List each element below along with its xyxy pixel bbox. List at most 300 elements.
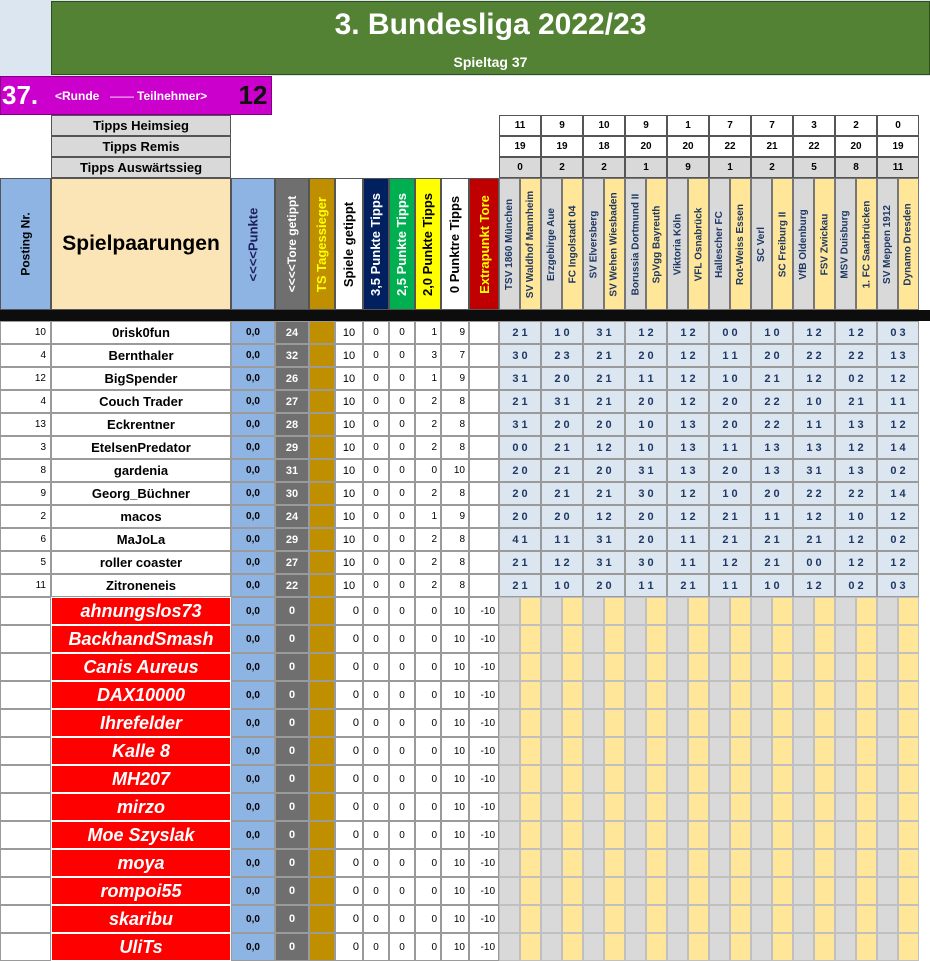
missing-player-p35: 0 [363,709,389,737]
missing-tip-away [772,625,793,653]
player-ts [309,321,335,344]
missing-tip-away [688,765,709,793]
missing-player-ts [309,625,335,653]
missing-player-ts [309,737,335,765]
missing-player-name: ahnungslos73 [51,597,231,625]
missing-player-extra: -10 [469,849,499,877]
missing-tip-away [814,765,835,793]
missing-player-ts [309,849,335,877]
player-punkte: 0,0 [231,459,275,482]
player-punkte: 0,0 [231,344,275,367]
player-tip: 2 0 [541,505,583,528]
missing-tip-away [772,821,793,849]
col-ts-tagessieger-text: TS Tagessieger [314,196,330,292]
player-tore: 26 [275,367,309,390]
missing-tip-home [835,793,856,821]
player-p25: 0 [389,321,415,344]
player-tip: 0 2 [877,528,919,551]
match-home-5 [709,178,730,310]
missing-tip-home [625,681,646,709]
missing-tip-home [877,737,898,765]
player-tip: 3 1 [499,367,541,390]
col-extrapunkt-tore [469,178,499,310]
player-tip: 1 2 [793,367,835,390]
missing-tip-away [898,653,919,681]
player-tip: 1 1 [709,574,751,597]
match-home-7-text: VfB Oldenburg [798,208,809,280]
col-spiele-getippt [335,178,363,310]
player-tip: 0 0 [709,321,751,344]
missing-tip-away [520,821,541,849]
missing-tip-away [604,709,625,737]
missing-player-name: DAX10000 [51,681,231,709]
player-tip: 1 2 [835,551,877,574]
missing-tip-home [751,849,772,877]
player-p25: 0 [389,413,415,436]
posting-nr: 9 [0,482,51,505]
player-tip: 1 0 [625,436,667,459]
missing-player-name: rompoi55 [51,877,231,905]
missing-tip-away [772,793,793,821]
match-home-6-text: SC Verl [756,226,767,262]
player-tore: 29 [275,528,309,551]
missing-tip-away [730,877,751,905]
missing-player-punkte: 0,0 [231,737,275,765]
player-tip: 4 1 [499,528,541,551]
missing-tip-away [772,877,793,905]
player-tip: 2 2 [751,413,793,436]
player-spiele: 10 [335,528,363,551]
player-spiele: 10 [335,413,363,436]
missing-tip-home [793,681,814,709]
match-away-8-text: 1. FC Saarbrücken [861,200,872,288]
missing-tip-away [604,681,625,709]
match-home-7 [793,178,814,310]
col-spiele-getippt-text: Spiele getippt [341,201,357,287]
missing-player-p20: 0 [415,849,441,877]
missing-tip-home [667,625,688,653]
missing-tip-home [541,709,562,737]
missing-tip-away [688,849,709,877]
missing-player-p0: 10 [441,905,469,933]
missing-player-name: BackhandSmash [51,625,231,653]
missing-tip-away [856,821,877,849]
match-away-5-text: Rot-Weiss Essen [735,203,747,285]
missing-tip-away [520,653,541,681]
missing-tip-away [688,821,709,849]
participants-label: Teilnehmer> [137,89,208,103]
player-tip: 1 2 [667,367,709,390]
missing-tip-home [541,625,562,653]
missing-player-p0: 10 [441,933,469,961]
match-away-8 [856,178,877,310]
match-away-9-text: Dynamo Dresden [903,202,914,286]
player-tip: 1 3 [751,436,793,459]
player-spiele: 10 [335,459,363,482]
player-tip: 1 2 [667,344,709,367]
missing-tip-away [772,849,793,877]
missing-player-p0: 10 [441,681,469,709]
missing-player-punkte: 0,0 [231,765,275,793]
missing-player-extra: -10 [469,709,499,737]
missing-tip-away [562,905,583,933]
missing-player-p0: 10 [441,653,469,681]
player-tip: 2 2 [793,482,835,505]
missing-tip-home [541,793,562,821]
missing-player-name: Canis Aureus [51,653,231,681]
player-extra [469,390,499,413]
player-tip: 1 0 [541,574,583,597]
missing-tip-away [856,625,877,653]
missing-tip-home [751,765,772,793]
player-tip: 2 0 [583,574,625,597]
col-0-punkte-text: 0 Punktre Tipps [447,195,463,293]
player-tip: 1 2 [667,505,709,528]
missing-tip-away [688,597,709,625]
tips-aus-0: 0 [499,157,541,178]
missing-tip-home [877,849,898,877]
player-p0: 10 [441,459,469,482]
missing-tip-away [604,737,625,765]
player-tip: 2 0 [625,390,667,413]
player-tore: 24 [275,321,309,344]
missing-tip-home [877,877,898,905]
missing-tip-away [898,849,919,877]
player-spiele: 10 [335,344,363,367]
missing-tip-away [562,877,583,905]
missing-player-p0: 10 [441,597,469,625]
missing-tip-away [856,737,877,765]
missing-tip-home [625,765,646,793]
posting-nr: 2 [0,505,51,528]
match-home-6 [751,178,772,310]
missing-player-p25: 0 [389,933,415,961]
missing-tip-away [856,653,877,681]
posting-nr: 8 [0,459,51,482]
player-tip: 2 0 [583,413,625,436]
tips-heim-0: 11 [499,115,541,136]
posting-nr: 11 [0,574,51,597]
player-tip: 2 0 [499,459,541,482]
missing-tip-away [688,709,709,737]
player-p20: 2 [415,390,441,413]
player-p25: 0 [389,574,415,597]
player-tip: 2 0 [583,459,625,482]
missing-tip-away [688,933,709,961]
missing-tip-home [709,793,730,821]
player-spiele: 10 [335,390,363,413]
missing-tip-away [604,877,625,905]
missing-tip-home [751,625,772,653]
player-p20: 1 [415,321,441,344]
tips-heim-8: 2 [835,115,877,136]
player-p20: 2 [415,482,441,505]
missing-player-punkte: 0,0 [231,681,275,709]
missing-player-p35: 0 [363,793,389,821]
match-away-7-text: FSV Zwickau [819,213,830,275]
missing-tip-home [709,625,730,653]
col-2-5-punkte-text: 2,5 Punkte Tipps [394,192,410,296]
missing-tip-home [793,597,814,625]
missing-tip-home [499,933,520,961]
missing-player-tore: 0 [275,877,309,905]
missing-player-p0: 10 [441,737,469,765]
missing-tip-away [814,681,835,709]
tips-remis-8: 20 [835,136,877,157]
missing-tip-away [646,849,667,877]
missing-player-p25: 0 [389,597,415,625]
missing-tip-home [499,849,520,877]
match-home-5-text: Hallescher FC [714,210,726,278]
player-extra [469,367,499,390]
missing-player-punkte: 0,0 [231,793,275,821]
player-p35: 0 [363,367,389,390]
missing-tip-home [667,709,688,737]
missing-player-p25: 0 [389,653,415,681]
player-p25: 0 [389,482,415,505]
player-name: roller coaster [51,551,231,574]
missing-tip-home [835,821,856,849]
match-home-1 [541,178,562,310]
missing-tip-home [793,625,814,653]
player-tip: 1 1 [709,436,751,459]
missing-tip-away [772,681,793,709]
player-tip: 2 0 [499,482,541,505]
match-home-3 [625,178,646,310]
player-tip: 2 3 [541,344,583,367]
player-p25: 0 [389,528,415,551]
col-spielpaarungen: Spielpaarungen [51,178,231,310]
player-tip: 2 1 [583,344,625,367]
tips-remis-4: 20 [667,136,709,157]
missing-tip-away [814,597,835,625]
missing-tip-away [646,653,667,681]
missing-player-p35: 0 [363,877,389,905]
missing-tip-away [814,821,835,849]
player-p20: 2 [415,413,441,436]
player-tore: 24 [275,505,309,528]
tips-heim-1: 9 [541,115,583,136]
missing-tip-away [646,905,667,933]
missing-tip-away [898,821,919,849]
missing-player-p35: 0 [363,597,389,625]
missing-player-tore: 0 [275,765,309,793]
missing-tip-away [730,933,751,961]
player-p25: 0 [389,459,415,482]
missing-tip-home [793,793,814,821]
col-2-0-punkte-text: 2,0 Punkte Tipps [420,192,436,296]
missing-tip-home [835,905,856,933]
player-spiele: 10 [335,551,363,574]
match-home-8 [835,178,856,310]
missing-tip-home [751,653,772,681]
missing-player-name: MH207 [51,765,231,793]
player-tip: 1 1 [877,390,919,413]
missing-tip-home [499,737,520,765]
missing-tip-home [793,849,814,877]
missing-tip-home [751,597,772,625]
player-tip: 2 0 [541,413,583,436]
missing-player-spiele: 0 [335,737,363,765]
col-3-5-punkte-text: 3,5 Punkte Tipps [368,192,384,296]
player-tip: 2 2 [751,390,793,413]
player-tip: 1 3 [667,413,709,436]
player-punkte: 0,0 [231,367,275,390]
player-tip: 1 0 [835,505,877,528]
missing-tip-away [604,597,625,625]
player-tore: 27 [275,390,309,413]
missing-tip-home [793,905,814,933]
missing-tip-home [667,793,688,821]
missing-tip-home [541,653,562,681]
posting-nr: 4 [0,390,51,413]
missing-tip-away [520,849,541,877]
player-extra [469,574,499,597]
player-extra [469,436,499,459]
player-p20: 2 [415,528,441,551]
player-punkte: 0,0 [231,528,275,551]
player-spiele: 10 [335,505,363,528]
tips-heim-5: 7 [709,115,751,136]
col-2-5-punkte [389,178,415,310]
missing-tip-home [541,597,562,625]
player-tip: 3 0 [625,551,667,574]
player-p0: 8 [441,413,469,436]
missing-tip-home [541,905,562,933]
player-tip: 1 2 [793,505,835,528]
missing-tip-away [814,933,835,961]
missing-tip-home [793,709,814,737]
player-p0: 9 [441,505,469,528]
missing-tip-away [730,793,751,821]
match-away-4-text: VFL Osnabrück [693,207,705,281]
missing-tip-away [646,681,667,709]
player-p35: 0 [363,574,389,597]
player-tip: 1 2 [667,482,709,505]
player-ts [309,367,335,390]
missing-tip-away [856,709,877,737]
missing-tip-away [688,877,709,905]
missing-player-p35: 0 [363,849,389,877]
missing-tip-away [520,625,541,653]
missing-tip-home [499,597,520,625]
player-punkte: 0,0 [231,551,275,574]
missing-tip-home [835,877,856,905]
missing-player-p0: 10 [441,625,469,653]
col-extrapunkt-tore-text: Extrapunkt Tore [476,194,492,294]
missing-tip-home [625,737,646,765]
player-spiele: 10 [335,574,363,597]
missing-tip-home [751,737,772,765]
player-tip: 1 2 [877,413,919,436]
posting-nr-empty [0,821,51,849]
missing-tip-home [541,765,562,793]
missing-tip-away [520,793,541,821]
posting-nr-empty [0,653,51,681]
missing-tip-home [751,793,772,821]
player-tip: 2 0 [709,413,751,436]
player-p0: 8 [441,390,469,413]
missing-tip-home [667,821,688,849]
player-tip: 2 1 [541,482,583,505]
player-p35: 0 [363,505,389,528]
tips-remis-5: 22 [709,136,751,157]
player-tip: 1 0 [793,390,835,413]
missing-player-punkte: 0,0 [231,849,275,877]
tips-remis-1: 19 [541,136,583,157]
missing-tip-away [856,681,877,709]
missing-player-tore: 0 [275,737,309,765]
match-away-1-text: FC Ingolstadt 04 [567,205,579,283]
player-p35: 0 [363,413,389,436]
player-tip: 2 1 [583,482,625,505]
player-p35: 0 [363,321,389,344]
missing-tip-home [583,597,604,625]
player-tip: 2 1 [751,367,793,390]
missing-tip-home [625,597,646,625]
missing-player-punkte: 0,0 [231,877,275,905]
tips-label-2: Tipps Auswärtssieg [51,157,231,178]
col-0-punkte [441,178,469,310]
missing-tip-away [772,905,793,933]
round-number: 37. [2,79,39,110]
player-ts [309,505,335,528]
missing-player-spiele: 0 [335,821,363,849]
missing-tip-away [562,821,583,849]
missing-player-p0: 10 [441,877,469,905]
player-extra [469,528,499,551]
missing-tip-away [562,625,583,653]
player-p0: 8 [441,528,469,551]
tips-heim-3: 9 [625,115,667,136]
missing-tip-home [583,681,604,709]
missing-player-p25: 0 [389,765,415,793]
player-p35: 0 [363,551,389,574]
round-dash: —— [110,89,134,103]
missing-tip-away [814,709,835,737]
missing-tip-away [562,737,583,765]
missing-tip-away [604,653,625,681]
missing-player-p20: 0 [415,877,441,905]
missing-tip-away [814,653,835,681]
missing-tip-home [793,877,814,905]
player-tip: 0 0 [499,436,541,459]
missing-tip-away [604,905,625,933]
missing-player-p35: 0 [363,653,389,681]
missing-tip-away [856,849,877,877]
missing-player-name: mirzo [51,793,231,821]
missing-player-spiele: 0 [335,681,363,709]
player-name: Bernthaler [51,344,231,367]
player-name: Couch Trader [51,390,231,413]
missing-player-name: Ihrefelder [51,709,231,737]
missing-player-p25: 0 [389,681,415,709]
missing-tip-home [877,765,898,793]
match-home-2-text: SV Elversberg [588,210,599,278]
player-p25: 0 [389,390,415,413]
missing-player-punkte: 0,0 [231,933,275,961]
posting-nr-empty [0,765,51,793]
missing-tip-away [562,765,583,793]
tips-heim-4: 1 [667,115,709,136]
missing-player-tore: 0 [275,681,309,709]
player-ts [309,436,335,459]
missing-tip-home [751,709,772,737]
missing-tip-away [814,849,835,877]
tips-aus-6: 2 [751,157,793,178]
missing-player-p25: 0 [389,905,415,933]
player-tip: 2 2 [835,482,877,505]
